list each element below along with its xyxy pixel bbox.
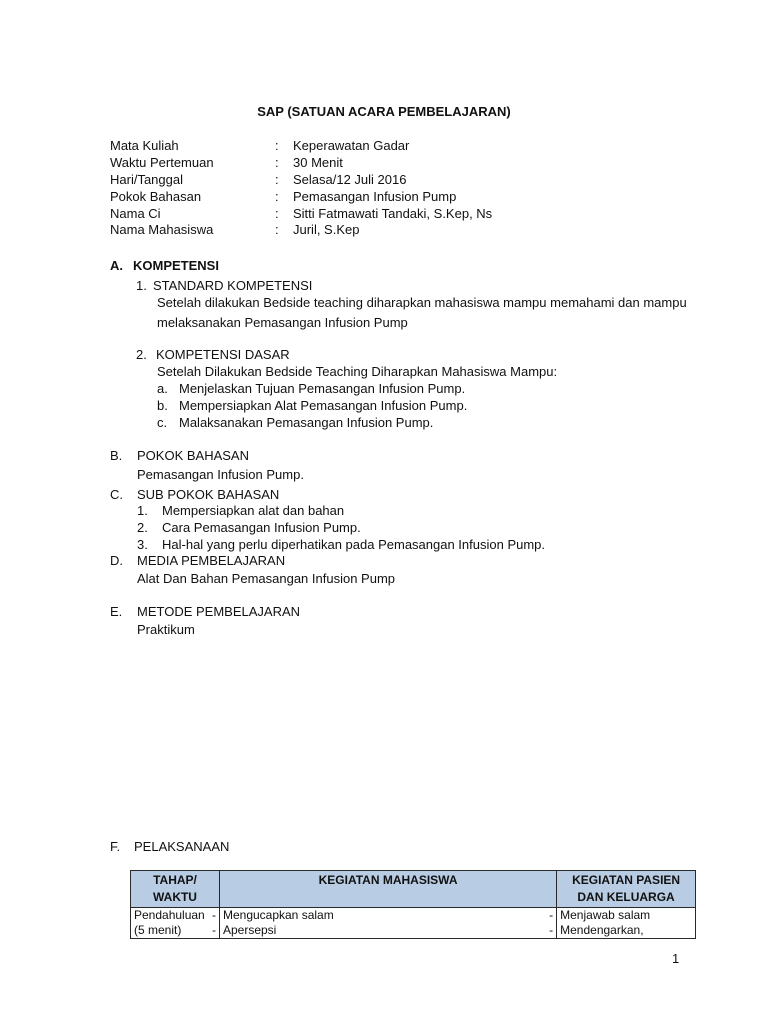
table-cell-tahap bbox=[131, 908, 220, 939]
section-f-heading: PELAKSANAAN bbox=[134, 839, 230, 854]
section-a-marker: A. bbox=[110, 258, 123, 273]
header-cell-kegiatan-pasien bbox=[557, 871, 696, 908]
list-item: Mempersiapkan alat dan bahan bbox=[162, 503, 345, 518]
cell-text: Mendengarkan, bbox=[560, 923, 644, 937]
paragraph-line: Setelah dilakukan Bedside teaching diharapkan mahasiswa mampu memahami dan mampu bbox=[157, 295, 687, 310]
info-label: Waktu Pertemuan bbox=[110, 155, 214, 170]
cell-text: (5 menit) bbox=[134, 923, 182, 937]
dash-bullet: - bbox=[549, 908, 554, 922]
subsection-heading: STANDARD KOMPETENSI bbox=[153, 278, 313, 293]
info-colon: : bbox=[275, 206, 279, 221]
info-colon: : bbox=[275, 155, 279, 170]
paragraph-line: melaksanakan Pemasangan Infusion Pump bbox=[157, 315, 408, 330]
dash-bullet: - bbox=[549, 923, 554, 937]
cell-text: Mengucapkan salam bbox=[222, 908, 334, 922]
subsection-heading: KOMPETENSI DASAR bbox=[156, 347, 290, 362]
info-colon: : bbox=[275, 172, 279, 187]
info-label: Nama Mahasiswa bbox=[110, 222, 214, 237]
section-d-heading: MEDIA PEMBELAJARAN bbox=[137, 553, 286, 568]
section-e-marker: E. bbox=[110, 604, 123, 619]
info-value: Sitti Fatmawati Tandaki, S.Kep, Ns bbox=[293, 206, 493, 221]
cell-text: Apersepsi bbox=[222, 923, 277, 937]
section-e-heading: METODE PEMBELAJARAN bbox=[137, 604, 301, 619]
list-marker: 2. bbox=[137, 520, 148, 535]
table-row bbox=[131, 908, 696, 939]
paragraph-line: Alat Dan Bahan Pemasangan Infusion Pump bbox=[137, 571, 396, 586]
header-cell-tahap bbox=[131, 871, 220, 908]
table-cell-pasien bbox=[557, 908, 696, 939]
section-b-marker: B. bbox=[110, 448, 123, 463]
paragraph-line: Setelah Dilakukan Bedside Teaching Diharapkan Mahasiswa Mampu: bbox=[157, 364, 558, 379]
info-colon: : bbox=[275, 189, 279, 204]
info-colon: : bbox=[275, 222, 279, 237]
list-marker: c. bbox=[157, 415, 168, 430]
list-item: Mempersiapkan Alat Pemasangan Infusion Pump. bbox=[179, 398, 468, 413]
info-value: 30 Menit bbox=[293, 155, 343, 170]
list-marker: b. bbox=[157, 398, 168, 413]
cell-text: Pendahuluan bbox=[134, 908, 205, 922]
list-item: Malaksanakan Pemasangan Infusion Pump. bbox=[179, 415, 434, 430]
table-cell-mahasiswa bbox=[219, 908, 556, 939]
header-text: WAKTU bbox=[152, 890, 197, 904]
list-item: Menjelaskan Tujuan Pemasangan Infusion Pump. bbox=[179, 381, 466, 396]
header-text: KEGIATAN PASIEN bbox=[572, 873, 681, 887]
list-marker: 1. bbox=[137, 503, 148, 518]
page-number: 1 bbox=[672, 951, 680, 966]
section-c-marker: C. bbox=[110, 487, 123, 502]
info-value: Juril, S.Kep bbox=[293, 222, 360, 237]
subsection-marker: 2. bbox=[136, 347, 147, 362]
info-value: Keperawatan Gadar bbox=[293, 138, 410, 153]
pelaksanaan-table bbox=[130, 870, 696, 939]
section-f-marker: F. bbox=[110, 839, 121, 854]
cell-text: Menjawab salam bbox=[560, 908, 651, 922]
header-text: DAN KELUARGA bbox=[577, 890, 675, 904]
list-marker: 3. bbox=[137, 537, 148, 552]
header-text: TAHAP/ bbox=[153, 873, 197, 887]
info-value: Selasa/12 Juli 2016 bbox=[293, 172, 407, 187]
list-item: Hal-hal yang perlu diperhatikan pada Pemasangan Infusion Pump. bbox=[162, 537, 546, 552]
header-text: KEGIATAN MAHASISWA bbox=[318, 873, 458, 887]
paragraph-line: Praktikum bbox=[137, 622, 195, 637]
info-value: Pemasangan Infusion Pump bbox=[293, 189, 457, 204]
info-label: Hari/Tanggal bbox=[110, 172, 183, 187]
info-label: Mata Kuliah bbox=[110, 138, 179, 153]
section-a-heading: KOMPETENSI bbox=[133, 258, 219, 273]
table-header-row bbox=[131, 871, 696, 908]
dash-bullet: - bbox=[211, 908, 216, 922]
subsection-marker: 1. bbox=[136, 278, 147, 293]
section-b-heading: POKOK BAHASAN bbox=[137, 448, 249, 463]
page-title: SAP (SATUAN ACARA PEMBELAJARAN) bbox=[257, 104, 511, 119]
info-label: Pokok Bahasan bbox=[110, 189, 202, 204]
header-cell-kegiatan-mahasiswa bbox=[219, 871, 556, 908]
section-d-marker: D. bbox=[110, 553, 123, 568]
list-item: Cara Pemasangan Infusion Pump. bbox=[162, 520, 361, 535]
list-marker: a. bbox=[157, 381, 168, 396]
dash-bullet: - bbox=[211, 923, 216, 937]
paragraph-line: Pemasangan Infusion Pump. bbox=[137, 467, 304, 482]
info-label: Nama Ci bbox=[110, 206, 161, 221]
section-c-heading: SUB POKOK BAHASAN bbox=[137, 487, 280, 502]
info-colon: : bbox=[275, 138, 279, 153]
